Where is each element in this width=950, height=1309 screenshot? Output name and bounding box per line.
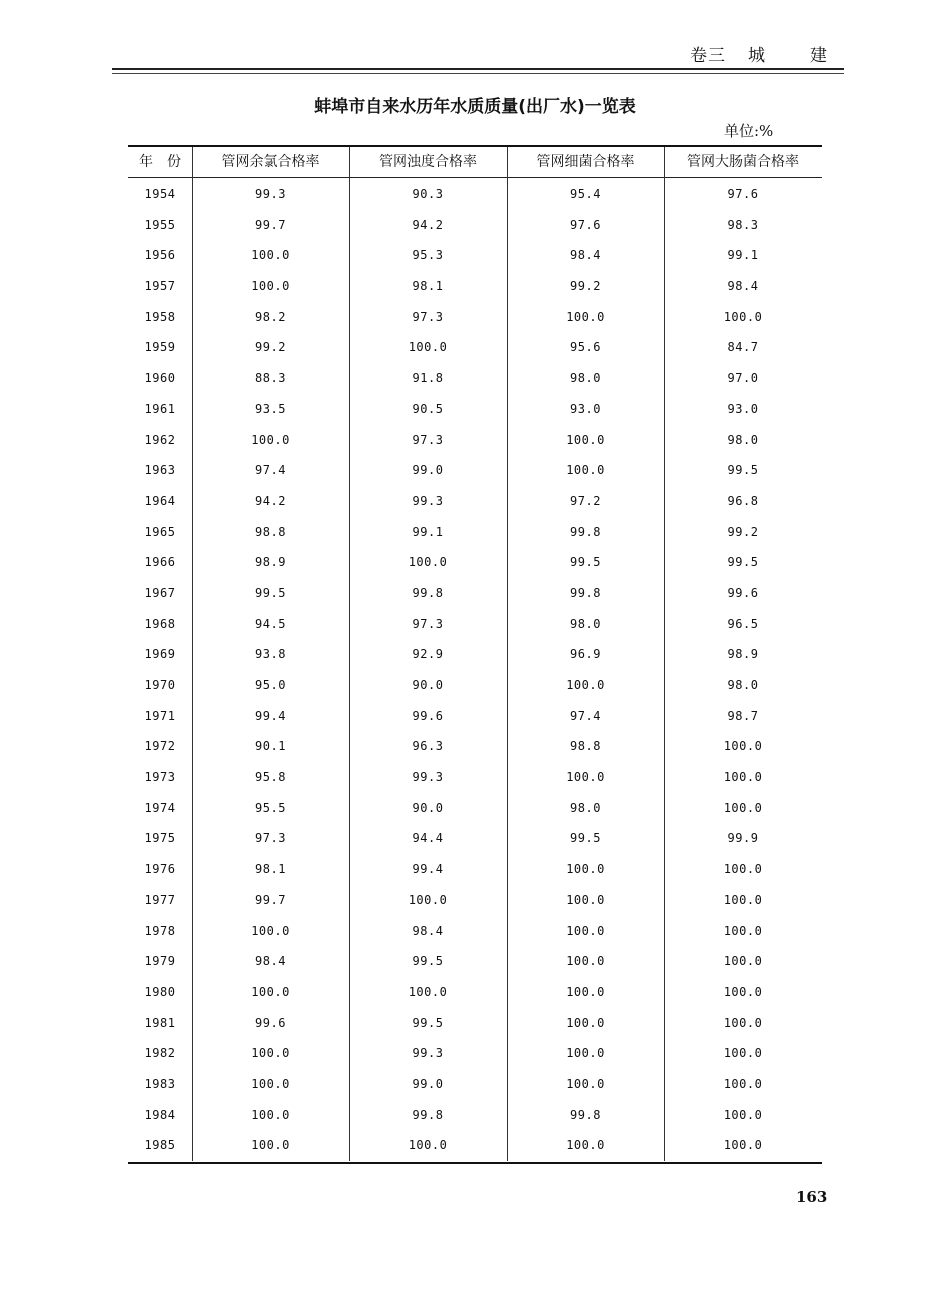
- rate-cell: 84.7: [727, 340, 759, 355]
- rate-cell: 99.2: [570, 279, 601, 294]
- year-cell: 1962: [144, 432, 176, 447]
- rate-cell: 99.2: [727, 524, 759, 539]
- rate-cell: 100.0: [566, 678, 605, 692]
- table-row: [128, 518, 822, 549]
- rate-cell: 99.3: [412, 1046, 444, 1061]
- rate-cell: 98.2: [255, 309, 286, 324]
- table-row: [128, 333, 822, 364]
- table-row: [128, 456, 822, 487]
- year-cell: 1974: [144, 800, 176, 815]
- rate-cell: 100.0: [723, 1107, 763, 1122]
- year-cell: 1982: [144, 1046, 176, 1061]
- table-row: [128, 426, 822, 457]
- year-cell: 1981: [144, 1015, 176, 1030]
- rate-cell: 99.5: [412, 1015, 444, 1030]
- table-row: [128, 303, 822, 334]
- rate-cell: 98.0: [570, 800, 601, 815]
- rate-cell: 100.0: [566, 954, 605, 969]
- rate-cell: 99.3: [412, 770, 444, 785]
- year-cell: 1971: [144, 708, 176, 723]
- year-cell: 1979: [144, 954, 176, 969]
- volume-label: 卷三: [690, 46, 726, 66]
- rate-cell: 96.5: [727, 616, 759, 631]
- rate-cell: 99.1: [727, 248, 759, 263]
- rate-cell: 99.8: [412, 1107, 444, 1122]
- rate-cell: 95.5: [255, 800, 286, 815]
- year-cell: 1968: [144, 616, 176, 631]
- year-cell: 1977: [144, 892, 176, 907]
- year-cell: 1960: [144, 371, 176, 386]
- table-row: [128, 978, 822, 1009]
- year-cell: 1970: [144, 678, 176, 692]
- rate-cell: 100.0: [723, 892, 763, 907]
- table-row: [128, 732, 822, 763]
- rate-cell: 100.0: [251, 279, 290, 294]
- rate-cell: 97.3: [412, 432, 444, 447]
- table-row: [128, 1009, 822, 1040]
- rate-cell: 100.0: [723, 770, 763, 785]
- rate-cell: 91.8: [412, 371, 444, 386]
- table-row: [128, 1131, 822, 1162]
- rate-cell: 98.4: [570, 248, 601, 263]
- rate-cell: 99.6: [727, 585, 759, 600]
- year-cell: 1956: [144, 248, 176, 263]
- table-row: [128, 1039, 822, 1070]
- rate-cell: 100.0: [723, 1138, 763, 1153]
- rate-cell: 90.0: [412, 800, 444, 815]
- rate-cell: 98.9: [727, 647, 759, 662]
- table-row: [128, 579, 822, 610]
- rate-cell: 97.4: [570, 708, 601, 723]
- rate-cell: 100.0: [723, 800, 763, 815]
- rate-cell: 100.0: [251, 923, 290, 938]
- rate-cell: 94.2: [255, 493, 286, 508]
- table-row: [128, 180, 822, 211]
- year-cell: 1980: [144, 984, 176, 999]
- rate-cell: 98.8: [255, 524, 286, 539]
- table-row: [128, 917, 822, 948]
- rate-cell: 90.0: [412, 678, 444, 692]
- column-header-coliform: 管网大肠菌合格率: [687, 154, 799, 170]
- rate-cell: 98.4: [727, 279, 759, 294]
- rate-cell: 96.3: [412, 739, 444, 754]
- rate-cell: 100.0: [566, 923, 605, 938]
- rate-cell: 100.0: [723, 309, 763, 324]
- rate-cell: 100.0: [251, 1076, 290, 1091]
- rate-cell: 98.0: [570, 616, 601, 631]
- rate-cell: 100.0: [723, 954, 763, 969]
- rate-cell: 100.0: [723, 1015, 763, 1030]
- table-row: [128, 702, 822, 733]
- rate-cell: 100.0: [566, 770, 605, 785]
- rate-cell: 100.0: [566, 1046, 605, 1061]
- rate-cell: 99.1: [412, 524, 444, 539]
- table-row: [128, 794, 822, 825]
- rate-cell: 99.9: [727, 831, 759, 846]
- table-row: [128, 487, 822, 518]
- table-row: [128, 395, 822, 426]
- table-header-rule: [128, 177, 822, 178]
- rate-cell: 100.0: [566, 892, 605, 907]
- column-header-bacteria: 管网细菌合格率: [536, 154, 635, 170]
- table-row: [128, 886, 822, 917]
- rate-cell: 100.0: [723, 862, 763, 877]
- rate-cell: 97.6: [570, 217, 601, 232]
- rate-cell: 100.0: [251, 248, 290, 263]
- column-header-chlorine: 管网余氯合格率: [221, 154, 320, 170]
- rate-cell: 90.3: [412, 187, 444, 201]
- rate-cell: 99.5: [570, 555, 601, 570]
- page-number: 163: [796, 1188, 828, 1206]
- rate-cell: 97.3: [255, 831, 286, 846]
- table-row: [128, 610, 822, 641]
- year-cell: 1983: [144, 1076, 176, 1091]
- rate-cell: 97.3: [412, 616, 444, 631]
- rate-cell: 98.7: [727, 708, 759, 723]
- table-row: [128, 241, 822, 272]
- table-row: [128, 947, 822, 978]
- year-cell: 1976: [144, 862, 176, 877]
- year-cell: 1966: [144, 555, 176, 570]
- year-cell: 1975: [144, 831, 176, 846]
- rate-cell: 97.6: [727, 187, 759, 201]
- rate-cell: 95.0: [255, 678, 286, 692]
- rate-cell: 100.0: [251, 1138, 290, 1153]
- year-cell: 1978: [144, 923, 176, 938]
- column-header-year: 年 份: [139, 154, 181, 170]
- rate-cell: 100.0: [408, 1138, 448, 1153]
- rate-cell: 100.0: [251, 1107, 290, 1122]
- rate-cell: 100.0: [251, 432, 290, 447]
- rate-cell: 98.0: [570, 371, 601, 386]
- year-cell: 1955: [144, 217, 176, 232]
- table-row: [128, 272, 822, 303]
- rate-cell: 100.0: [566, 1138, 605, 1153]
- rate-cell: 100.0: [566, 309, 605, 324]
- rate-cell: 93.0: [727, 401, 759, 416]
- rate-cell: 96.9: [570, 647, 601, 662]
- rate-cell: 99.7: [255, 892, 286, 907]
- rate-cell: 95.6: [570, 340, 601, 355]
- section-label: 城: [748, 46, 766, 66]
- year-cell: 1985: [144, 1138, 176, 1153]
- year-cell: 1958: [144, 309, 176, 324]
- rate-cell: 100.0: [566, 862, 605, 877]
- rate-cell: 98.0: [727, 432, 759, 447]
- rate-cell: 100.0: [723, 923, 763, 938]
- rate-cell: 98.0: [727, 678, 759, 692]
- unit-label: 单位:%: [724, 122, 774, 140]
- table-row: [128, 364, 822, 395]
- table-row: [128, 671, 822, 702]
- rate-cell: 100.0: [408, 984, 448, 999]
- rate-cell: 100.0: [566, 1076, 605, 1091]
- rate-cell: 98.1: [412, 279, 444, 294]
- table-row: [128, 211, 822, 242]
- rate-cell: 99.8: [570, 1107, 601, 1122]
- rate-cell: 100.0: [723, 739, 763, 754]
- year-cell: 1965: [144, 524, 176, 539]
- rate-cell: 99.0: [412, 463, 444, 478]
- rate-cell: 98.9: [255, 555, 286, 570]
- year-cell: 1984: [144, 1107, 176, 1122]
- rate-cell: 98.1: [255, 862, 286, 877]
- rate-cell: 99.2: [255, 340, 286, 355]
- header-rule-thin: [112, 73, 844, 74]
- table-row: [128, 1101, 822, 1132]
- rate-cell: 94.2: [412, 217, 444, 232]
- rate-cell: 94.4: [412, 831, 444, 846]
- year-cell: 1964: [144, 493, 176, 508]
- rate-cell: 100.0: [408, 555, 448, 570]
- rate-cell: 100.0: [723, 1076, 763, 1091]
- table-row: [128, 1070, 822, 1101]
- rate-cell: 99.6: [412, 708, 444, 723]
- year-cell: 1954: [144, 187, 176, 201]
- rate-cell: 93.0: [570, 401, 601, 416]
- rate-cell: 93.5: [255, 401, 286, 416]
- rate-cell: 92.9: [412, 647, 444, 662]
- table-row: [128, 640, 822, 671]
- rate-cell: 99.3: [412, 493, 444, 508]
- rate-cell: 99.5: [570, 831, 601, 846]
- table-row: [128, 824, 822, 855]
- rate-cell: 99.4: [255, 708, 286, 723]
- year-cell: 1961: [144, 401, 176, 416]
- year-cell: 1972: [144, 739, 176, 754]
- year-cell: 1959: [144, 340, 176, 355]
- table-title: 蚌埠市自来水历年水质质量(出厂水)一览表: [314, 97, 636, 117]
- rate-cell: 99.6: [255, 1015, 286, 1030]
- running-head: [690, 41, 828, 66]
- rate-cell: 99.5: [727, 463, 759, 478]
- rate-cell: 88.3: [255, 371, 286, 386]
- year-cell: 1969: [144, 647, 176, 662]
- rate-cell: 100.0: [408, 340, 448, 355]
- year-cell: 1963: [144, 463, 176, 478]
- table-row: [128, 763, 822, 794]
- rate-cell: 95.4: [570, 187, 601, 201]
- rate-cell: 100.0: [723, 984, 763, 999]
- rate-cell: 99.5: [255, 585, 286, 600]
- rate-cell: 98.3: [727, 217, 759, 232]
- rate-cell: 99.8: [570, 524, 601, 539]
- rate-cell: 97.4: [255, 463, 286, 478]
- rate-cell: 99.8: [570, 585, 601, 600]
- rate-cell: 98.4: [412, 923, 444, 938]
- rate-cell: 90.5: [412, 401, 444, 416]
- rate-cell: 100.0: [566, 1015, 605, 1030]
- rate-cell: 99.0: [412, 1076, 444, 1091]
- rate-cell: 98.4: [255, 954, 286, 969]
- rate-cell: 97.2: [570, 493, 601, 508]
- rate-cell: 94.5: [255, 616, 286, 631]
- rate-cell: 90.1: [255, 739, 286, 754]
- header-rule: [112, 68, 844, 70]
- rate-cell: 100.0: [723, 1046, 763, 1061]
- rate-cell: 100.0: [566, 463, 605, 478]
- rate-cell: 95.8: [255, 770, 286, 785]
- rate-cell: 99.5: [412, 954, 444, 969]
- rate-cell: 95.3: [412, 248, 444, 263]
- rate-cell: 99.7: [255, 217, 286, 232]
- table-row: [128, 855, 822, 886]
- year-cell: 1967: [144, 585, 176, 600]
- rate-cell: 99.4: [412, 862, 444, 877]
- rate-cell: 100.0: [566, 432, 605, 447]
- year-cell: 1973: [144, 770, 176, 785]
- rate-cell: 100.0: [566, 984, 605, 999]
- rate-cell: 100.0: [251, 1046, 290, 1061]
- rate-cell: 100.0: [408, 892, 448, 907]
- rate-cell: 93.8: [255, 647, 286, 662]
- rate-cell: 99.8: [412, 585, 444, 600]
- table-row: [128, 548, 822, 579]
- section-label-2: 建: [810, 46, 828, 66]
- rate-cell: 98.8: [570, 739, 601, 754]
- year-cell: 1957: [144, 279, 176, 294]
- rate-cell: 96.8: [727, 493, 759, 508]
- rate-cell: 99.5: [727, 555, 759, 570]
- rate-cell: 100.0: [251, 984, 290, 999]
- rate-cell: 99.3: [255, 187, 286, 201]
- rate-cell: 97.3: [412, 309, 444, 324]
- column-header-turbidity: 管网浊度合格率: [379, 154, 477, 170]
- rate-cell: 97.0: [727, 371, 759, 386]
